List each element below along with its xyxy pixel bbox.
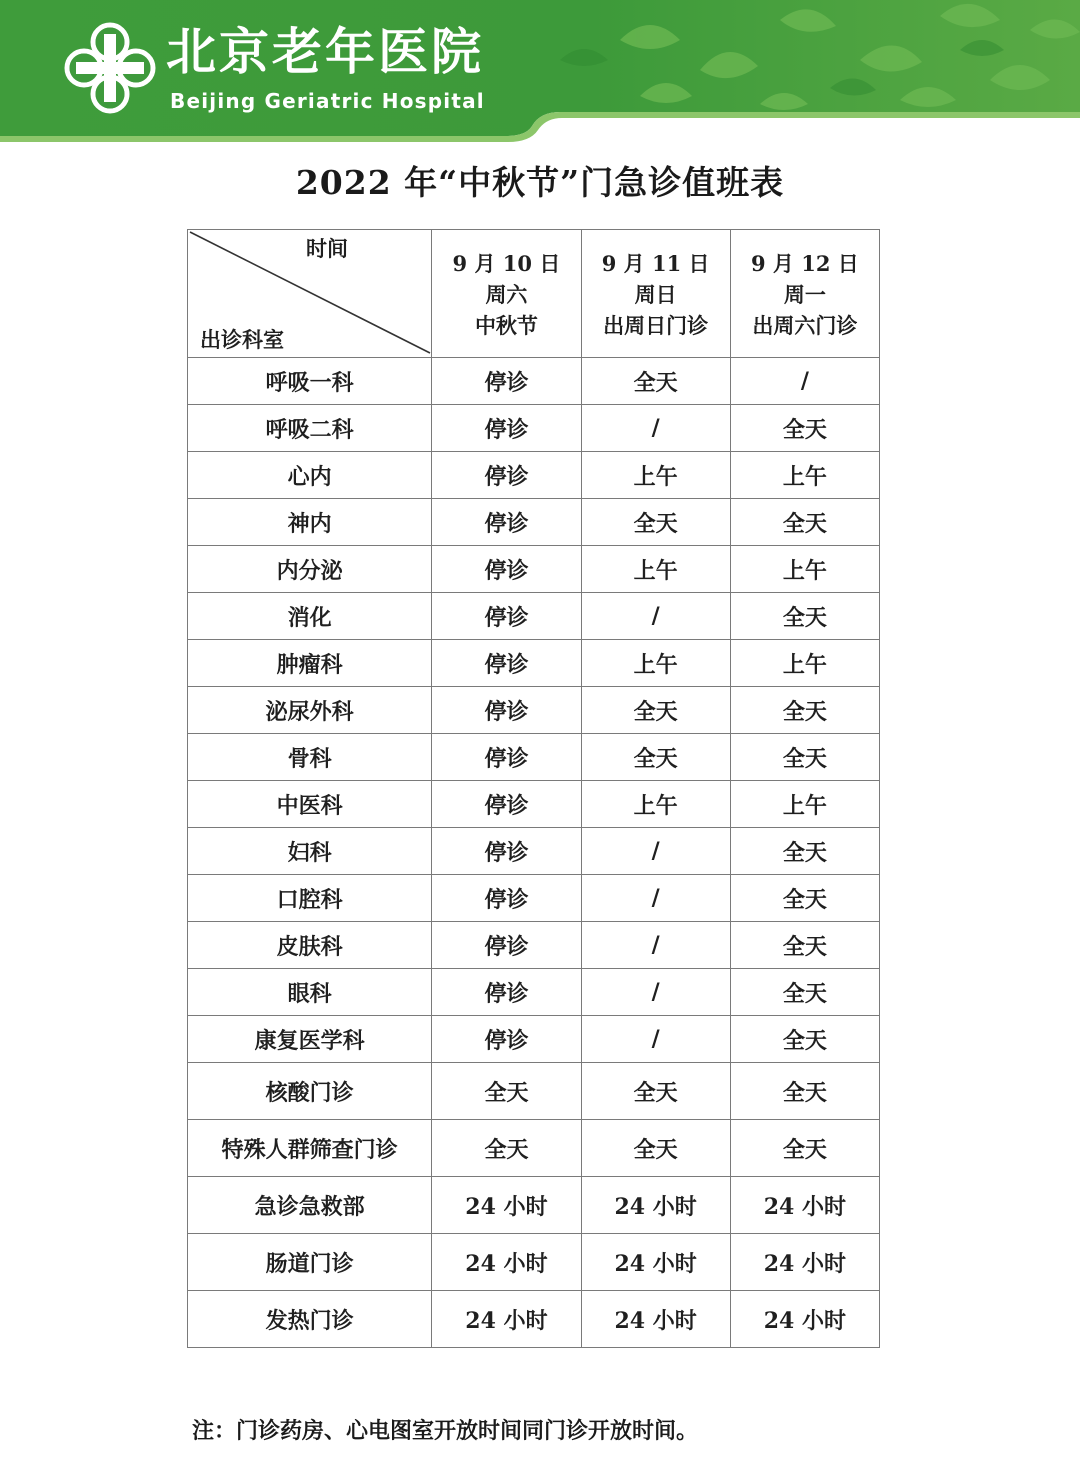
column-date: 9 月 12 日 [750, 251, 859, 276]
table-row [188, 499, 880, 546]
schedule-cell: 停诊 [432, 969, 581, 1016]
column-note: 出周六门诊 [752, 313, 858, 338]
schedule-cell: 全天 [432, 1120, 581, 1177]
table-row [188, 875, 880, 922]
schedule-cell: 上午 [581, 781, 730, 828]
schedule-cell: 停诊 [432, 1016, 581, 1063]
schedule-cell: 上午 [581, 546, 730, 593]
schedule-cell: 停诊 [432, 546, 581, 593]
table-row [188, 734, 880, 781]
table-row [188, 1120, 880, 1177]
table-row [188, 781, 880, 828]
schedule-cell: / [581, 922, 730, 969]
table-row [188, 405, 880, 452]
department-cell: 核酸门诊 [188, 1063, 432, 1120]
column-header-day1 [432, 230, 581, 358]
corner-time-label: 时间 [306, 236, 348, 261]
schedule-cell: / [581, 593, 730, 640]
duty-schedule-table [187, 229, 880, 1348]
schedule-cell: 停诊 [432, 781, 581, 828]
schedule-cell: 全天 [581, 1120, 730, 1177]
department-cell: 消化 [188, 593, 432, 640]
schedule-cell: 24 小时 [730, 1177, 879, 1234]
column-weekday: 周一 [783, 282, 826, 307]
schedule-cell: 停诊 [432, 499, 581, 546]
schedule-cell: 停诊 [432, 593, 581, 640]
schedule-cell: 全天 [730, 1016, 879, 1063]
department-cell: 康复医学科 [188, 1016, 432, 1063]
column-weekday: 周六 [485, 282, 528, 307]
department-cell: 妇科 [188, 828, 432, 875]
table-row [188, 1234, 880, 1291]
department-cell: 皮肤科 [188, 922, 432, 969]
schedule-cell: 24 小时 [432, 1291, 581, 1348]
column-date: 9 月 10 日 [452, 251, 561, 276]
schedule-cell: 全天 [730, 1120, 879, 1177]
schedule-cell: 停诊 [432, 687, 581, 734]
schedule-cell: 全天 [730, 922, 879, 969]
corner-dept-label: 出诊科室 [200, 327, 284, 352]
department-cell: 急诊急救部 [188, 1177, 432, 1234]
schedule-cell: 停诊 [432, 405, 581, 452]
table-row [188, 969, 880, 1016]
schedule-cell: 全天 [581, 1063, 730, 1120]
schedule-cell: 上午 [581, 452, 730, 499]
schedule-cell: 全天 [730, 828, 879, 875]
schedule-cell: 全天 [581, 358, 730, 405]
schedule-cell: 24 小时 [730, 1291, 879, 1348]
column-note: 出周日门诊 [603, 313, 709, 338]
header-banner [0, 0, 1080, 142]
department-cell: 特殊人群筛查门诊 [188, 1120, 432, 1177]
department-cell: 泌尿外科 [188, 687, 432, 734]
schedule-cell: 停诊 [432, 875, 581, 922]
column-weekday: 周日 [634, 282, 677, 307]
page-title: 2022 年“中秋节”门急诊值班表 [295, 163, 785, 202]
schedule-cell: / [581, 405, 730, 452]
hospital-name-en: Beijing Geriatric Hospital [170, 89, 485, 113]
schedule-cell: 24 小时 [581, 1177, 730, 1234]
schedule-cell: / [581, 875, 730, 922]
schedule-cell: 停诊 [432, 922, 581, 969]
table-row [188, 828, 880, 875]
table-header-row [188, 230, 880, 358]
column-header-day3 [730, 230, 879, 358]
schedule-cell: / [581, 828, 730, 875]
schedule-cell: 全天 [730, 593, 879, 640]
schedule-cell: 24 小时 [581, 1234, 730, 1291]
schedule-cell: 全天 [730, 687, 879, 734]
table-row [188, 593, 880, 640]
schedule-cell: 24 小时 [432, 1177, 581, 1234]
department-cell: 中医科 [188, 781, 432, 828]
schedule-cell: 上午 [581, 640, 730, 687]
schedule-cell: 上午 [730, 781, 879, 828]
table-row [188, 687, 880, 734]
schedule-cell: 停诊 [432, 358, 581, 405]
schedule-cell: 停诊 [432, 452, 581, 499]
table-row [188, 452, 880, 499]
table-row [188, 922, 880, 969]
table-row [188, 1063, 880, 1120]
table-row [188, 546, 880, 593]
department-cell: 内分泌 [188, 546, 432, 593]
table-row [188, 1177, 880, 1234]
column-header-day2 [581, 230, 730, 358]
schedule-cell: / [730, 358, 879, 405]
schedule-cell: 全天 [730, 875, 879, 922]
department-cell: 肠道门诊 [188, 1234, 432, 1291]
schedule-cell: 停诊 [432, 734, 581, 781]
schedule-cell: 上午 [730, 546, 879, 593]
department-cell: 心内 [188, 452, 432, 499]
schedule-cell: 全天 [730, 499, 879, 546]
clover-cross-logo-icon [62, 20, 158, 116]
schedule-cell: 24 小时 [730, 1234, 879, 1291]
schedule-cell: 全天 [432, 1063, 581, 1120]
table-row [188, 640, 880, 687]
schedule-cell: 24 小时 [581, 1291, 730, 1348]
table-row [188, 1016, 880, 1063]
hospital-name-cn: 北京老年医院 [166, 23, 484, 81]
department-cell: 眼科 [188, 969, 432, 1016]
schedule-cell: 24 小时 [432, 1234, 581, 1291]
schedule-cell: 全天 [730, 405, 879, 452]
schedule-cell: 全天 [730, 734, 879, 781]
table-row [188, 1291, 880, 1348]
schedule-cell: / [581, 1016, 730, 1063]
department-cell: 骨科 [188, 734, 432, 781]
schedule-cell: 停诊 [432, 640, 581, 687]
department-cell: 肿瘤科 [188, 640, 432, 687]
department-cell: 神内 [188, 499, 432, 546]
column-note: 中秋节 [474, 313, 538, 338]
column-date: 9 月 11 日 [601, 251, 710, 276]
schedule-cell: 全天 [730, 1063, 879, 1120]
schedule-cell: 全天 [730, 969, 879, 1016]
corner-header-cell [188, 230, 432, 358]
schedule-cell: 全天 [581, 499, 730, 546]
schedule-cell: / [581, 969, 730, 1016]
schedule-cell: 全天 [581, 734, 730, 781]
department-cell: 呼吸一科 [188, 358, 432, 405]
schedule-cell: 上午 [730, 640, 879, 687]
table-row [188, 358, 880, 405]
department-cell: 口腔科 [188, 875, 432, 922]
department-cell: 发热门诊 [188, 1291, 432, 1348]
schedule-cell: 全天 [581, 687, 730, 734]
banner-background [0, 0, 1080, 142]
schedule-cell: 停诊 [432, 828, 581, 875]
department-cell: 呼吸二科 [188, 405, 432, 452]
schedule-cell: 上午 [730, 452, 879, 499]
footnote: 注：门诊药房、心电图室开放时间同门诊开放时间。 [192, 1418, 699, 1444]
